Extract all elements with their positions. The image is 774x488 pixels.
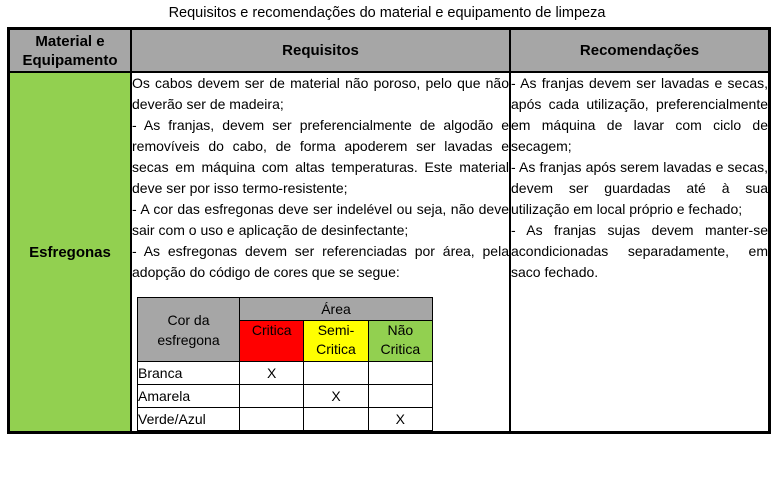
main-table-header-row	[9, 29, 770, 73]
requisitos-paragraph: - As esfregonas devem ser referenciadas por área, pela adopção do código de cores que se segue:	[132, 243, 509, 280]
main-table	[7, 27, 771, 434]
recomendacoes-paragraph: - As franjas após serem lavadas e secas, devem ser guardadas até à sua utilização em local próprio e fechado;	[511, 159, 768, 217]
recomendacoes-paragraph: - As franjas devem ser lavadas e secas, após cada utilização, preferencialmente em máquina de lavar com ciclo de secagem;	[511, 75, 768, 154]
col-header-material-equipamento: Material e Equipamento	[9, 29, 132, 73]
mark-critica: X	[240, 362, 304, 385]
requisitos-cell	[131, 72, 510, 433]
color-code-corner-header: Cor da esfregona	[138, 298, 240, 362]
color-code-area-header: Área	[240, 298, 433, 321]
area-column-semi-critica: Semi-Critica	[304, 321, 368, 362]
area-column-critica: Critica	[240, 321, 304, 362]
color-code-row-amarela	[138, 385, 433, 408]
mark-critica	[240, 385, 304, 408]
mark-nao-critica	[368, 385, 432, 408]
requisitos-paragraph: - A cor das esfregonas deve ser indelével ou seja, não deve sair com o uso e aplicação de desinfectante;	[132, 201, 509, 238]
document-title: Requisitos e recomendações do material e equipamento de limpeza	[168, 5, 606, 21]
main-table-body-row	[9, 72, 770, 433]
col-header-requisitos: Requisitos	[131, 29, 510, 73]
mark-critica	[240, 408, 304, 431]
color-code-row-branca	[138, 362, 433, 385]
mark-nao-critica: X	[368, 408, 432, 431]
color-code-header-row	[138, 298, 433, 321]
mop-color-label: Amarela	[138, 385, 240, 408]
mark-semi-critica: X	[304, 385, 368, 408]
mop-color-label: Branca	[138, 362, 240, 385]
material-name-cell: Esfregonas	[9, 72, 132, 433]
recomendacoes-paragraph: - As franjas sujas devem manter-se acondicionadas separadamente, em saco fechado.	[511, 222, 768, 280]
requisitos-paragraph: - As franjas, devem ser preferencialmente de algodão e removíveis do cabo, de forma apoderem ser lavadas e secas em máquina com altas temperaturas. Este material deve ser por isso termo-resistente;	[132, 117, 509, 196]
mark-nao-critica	[368, 362, 432, 385]
area-column-nao-critica: Não Critica	[368, 321, 432, 362]
mark-semi-critica	[304, 362, 368, 385]
color-code-row-verde-azul	[138, 408, 433, 431]
color-code-table	[137, 297, 433, 431]
requisitos-paragraph: Os cabos devem ser de material não poroso, pelo que não deverão ser de madeira;	[132, 75, 509, 112]
mop-color-label: Verde/Azul	[138, 408, 240, 431]
col-header-recomendacoes: Recomendações	[510, 29, 770, 73]
recomendacoes-cell	[510, 72, 770, 433]
mark-semi-critica	[304, 408, 368, 431]
